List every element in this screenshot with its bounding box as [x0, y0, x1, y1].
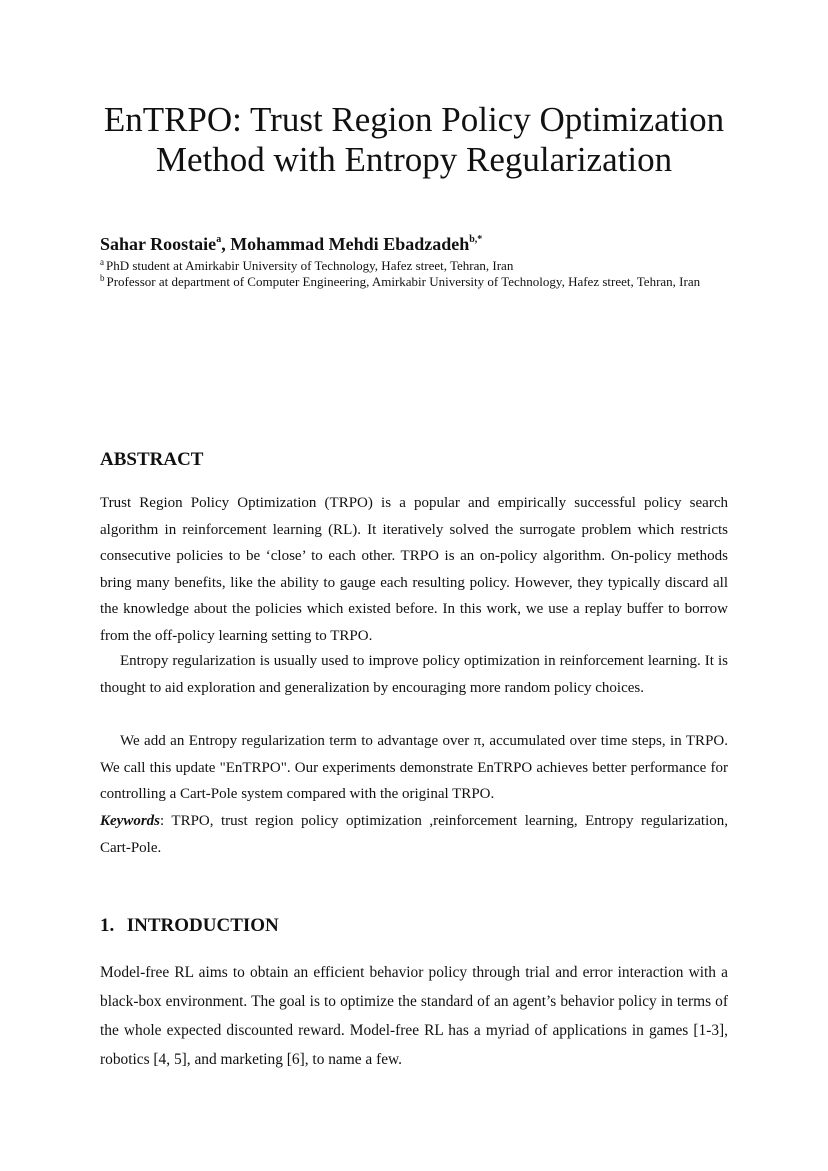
author-separator: , [221, 234, 231, 254]
author-affiliation-mark: b,* [469, 234, 483, 245]
abstract-paragraph: Trust Region Policy Optimization (TRPO) is a popular and empirically successful policy search algorithm in reinforcement learning (RL). It iteratively solved the surrogate problem which restricts consecutive policies to be ‘close’ to each other. TRPO is an on-policy algorithm. On-policy methods bring many benefits, like the ability to gauge each resulting policy. However, they typically discard all the knowledge about the policies which existed before. In this work, we use a replay buffer to borrow from the off-policy learning setting to TRPO. [100, 495, 728, 644]
affiliation-mark: b [100, 273, 105, 283]
abstract-paragraph: We add an Entropy regularization term to advantage over π, accumulated over time steps, in TRPO. We call this update "EnTRPO". Our experiments demonstrate EnTRPO achieves better performance for controlling a Cart-Pole system compared with the original TRPO. [100, 733, 728, 803]
author-name: Mohammad Mehdi Ebadzadeh [230, 234, 470, 254]
affiliation-b [100, 274, 730, 290]
paper-title [60, 100, 768, 180]
introduction-paragraph: Model-free RL aims to obtain an efficient behavior policy through trial and error interaction with a black-box environment. The goal is to optimize the standard of an agent’s behavior policy in terms of the whole expected discounted reward. Model-free RL has a myriad of applications in games [1-3], robotics [4, 5], and marketing [6], to name a few. [100, 964, 728, 1068]
author-name: Sahar Roostaie [100, 234, 217, 254]
keywords-text: : TRPO, trust region policy optimization ,reinforcement learning, Entropy regularization, Cart-Pole. [100, 813, 728, 856]
keywords [100, 808, 728, 861]
title-line-2: Method with Entropy Regularization [155, 140, 673, 179]
keywords-label: Keywords [100, 813, 160, 829]
affiliation-text: PhD student at Amirkabir University of Technology, Hafez street, Tehran, Iran [106, 258, 514, 273]
affiliation-a [100, 258, 730, 274]
title-line-1: EnTRPO: Trust Region Policy Optimization [103, 100, 725, 139]
introduction-heading [100, 914, 279, 938]
abstract-heading: ABSTRACT [100, 449, 204, 470]
affiliation-text: Professor at department of Computer Engineering, Amirkabir University of Technology, Hafez street, Tehran, Iran [106, 274, 701, 289]
author-affiliation-mark: a [216, 234, 222, 245]
abstract-paragraph: Entropy regularization is usually used to improve policy optimization in reinforcement learning. It is thought to aid exploration and generalization by encouraging more random policy choices. [100, 653, 728, 696]
author-list [100, 232, 740, 256]
affiliation-mark: a [100, 257, 104, 267]
section-title: INTRODUCTION [126, 915, 279, 936]
section-number: 1. [100, 915, 115, 936]
